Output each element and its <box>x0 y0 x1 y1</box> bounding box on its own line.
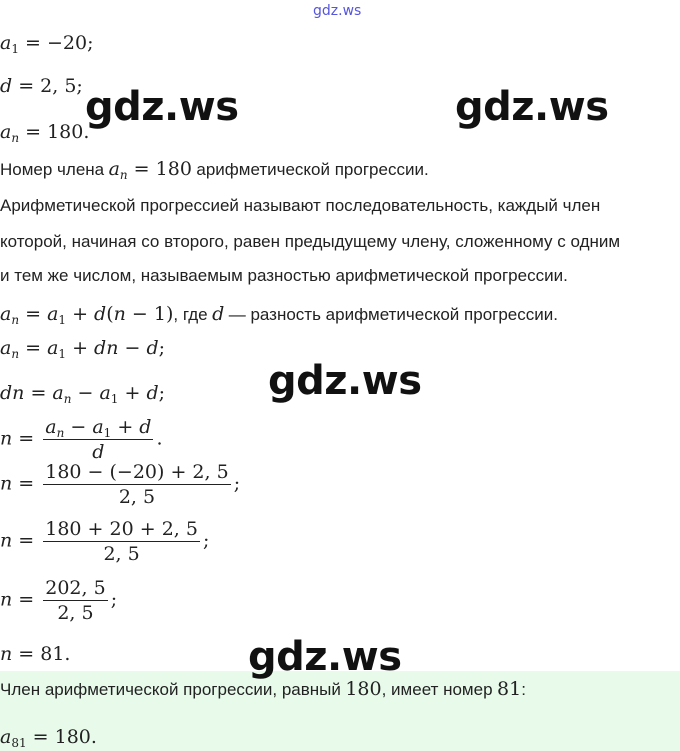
fraction-substituted: n = $\frac{180 - (-20) + 2, 5}{2, 5}$ ; <box>0 461 241 508</box>
result: n = 81. <box>0 643 71 665</box>
fraction-summed: n = $\frac{202, 5}{2, 5}$ ; <box>0 577 118 624</box>
definition-line-2: которой, начиная со второго, равен предыдущему члену, сложенному с одним <box>0 232 621 251</box>
definition-line-3: и тем же числом, называемым разностью арифметической прогрессии. <box>0 266 568 285</box>
given-a1: $a_1 = -20$; <box>0 32 94 56</box>
step-1: $a_n = a_1$ + dn − d; <box>0 337 166 361</box>
final-answer: $a_{81} = 180$. <box>0 726 97 750</box>
watermark: gdz.ws <box>455 84 609 130</box>
fraction-simplified: n = $\frac{180 + 20 + 2, 5}{2, 5}$ ; <box>0 518 210 565</box>
given-d: d = 2, 5; <box>0 75 83 97</box>
find-statement: Номер члена $a_n = 180$ арифметической прогрессии. <box>0 158 429 182</box>
watermark: gdz.ws <box>268 358 422 404</box>
fraction-symbolic: n = $\frac{a_n - a_1 + d}{d}$ . <box>0 416 163 463</box>
watermark: gdz.ws <box>248 634 402 680</box>
answer-statement: Член арифметической прогрессии, равный 180, имеет номер 81: <box>0 678 526 700</box>
definition-line-1: Арифметической прогрессией называют последовательность, каждый член <box>0 196 601 215</box>
watermark: gdz.ws <box>85 84 239 130</box>
step-2: dn = $a_n - a_1 + d$; <box>0 382 166 406</box>
header-watermark: gdz.ws <box>313 3 362 19</box>
given-an: $a_n = 180$. <box>0 121 90 145</box>
nth-term-formula: $a_n = a_1 + d(n - 1)$, где d — разность арифметической прогрессии. <box>0 303 558 327</box>
